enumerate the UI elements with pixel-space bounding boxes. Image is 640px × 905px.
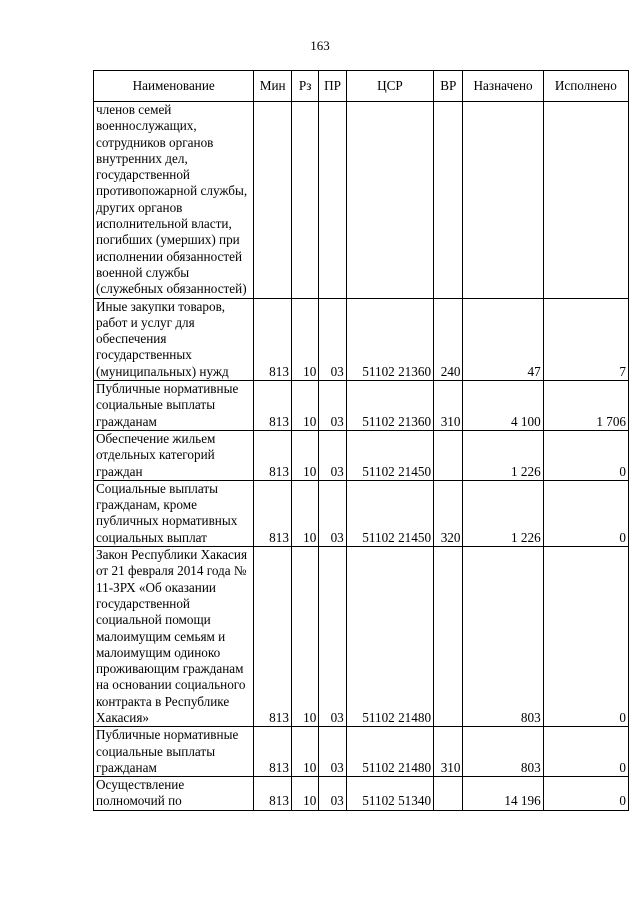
header-rz: Рз (291, 71, 318, 102)
row-min: 813 (254, 480, 292, 546)
table-row (94, 727, 629, 777)
row-assigned (463, 102, 543, 299)
table-row (94, 102, 629, 299)
row-vr (434, 547, 463, 727)
row-pr: 03 (319, 480, 346, 546)
row-name: Иные закупки товаров, работ и услуг для обеспечения государственных (муниципальных) нужд (94, 298, 254, 380)
row-min: 813 (254, 777, 292, 811)
row-rz (291, 102, 318, 299)
row-executed: 1 706 (543, 381, 628, 431)
row-name: Публичные нормативные социальные выплаты гражданам (94, 727, 254, 777)
row-assigned: 1 226 (463, 430, 543, 480)
row-executed: 0 (543, 547, 628, 727)
row-vr (434, 102, 463, 299)
row-vr: 320 (434, 480, 463, 546)
header-min: Мин (254, 71, 292, 102)
row-vr: 310 (434, 727, 463, 777)
header-pr: ПР (319, 71, 346, 102)
row-min (254, 102, 292, 299)
row-name: Социальные выплаты гражданам, кроме публичных нормативных социальных выплат (94, 480, 254, 546)
row-vr: 310 (434, 381, 463, 431)
row-pr: 03 (319, 298, 346, 380)
row-rz: 10 (291, 547, 318, 727)
row-executed: 0 (543, 727, 628, 777)
row-csr: 51102 21480 (346, 727, 433, 777)
table-row (94, 430, 629, 480)
row-assigned: 803 (463, 547, 543, 727)
row-pr (319, 102, 346, 299)
row-csr: 51102 21450 (346, 430, 433, 480)
row-name: Публичные нормативные социальные выплаты гражданам (94, 381, 254, 431)
row-rz: 10 (291, 430, 318, 480)
row-executed: 7 (543, 298, 628, 380)
row-rz: 10 (291, 777, 318, 811)
row-csr: 51102 21450 (346, 480, 433, 546)
header-assigned: Назначено (463, 71, 543, 102)
table-row (94, 298, 629, 380)
budget-table (93, 70, 629, 811)
row-name: Обеспечение жильем отдельных категорий граждан (94, 430, 254, 480)
row-executed: 0 (543, 480, 628, 546)
row-pr: 03 (319, 727, 346, 777)
row-assigned: 14 196 (463, 777, 543, 811)
row-min: 813 (254, 430, 292, 480)
table-row (94, 777, 629, 811)
table-row (94, 381, 629, 431)
row-pr: 03 (319, 430, 346, 480)
row-executed: 0 (543, 777, 628, 811)
row-assigned: 47 (463, 298, 543, 380)
page-number: 163 (310, 38, 330, 53)
row-vr (434, 430, 463, 480)
row-name: Закон Республики Хакасия от 21 февраля 2014 года № 11-ЗРХ «Об оказании государственной социальной помощи малоимущим семьям и малоимущим одиноко проживающим гражданам на основании социального контракта в Республике Хакасия» (94, 547, 254, 727)
row-rz: 10 (291, 381, 318, 431)
row-rz: 10 (291, 727, 318, 777)
row-pr: 03 (319, 381, 346, 431)
header-csr: ЦСР (346, 71, 433, 102)
header-row (94, 71, 629, 102)
row-min: 813 (254, 298, 292, 380)
row-min: 813 (254, 381, 292, 431)
row-vr: 240 (434, 298, 463, 380)
row-rz: 10 (291, 480, 318, 546)
row-assigned: 803 (463, 727, 543, 777)
row-vr (434, 777, 463, 811)
row-pr: 03 (319, 547, 346, 727)
row-csr: 51102 51340 (346, 777, 433, 811)
row-csr (346, 102, 433, 299)
row-min: 813 (254, 547, 292, 727)
row-executed: 0 (543, 430, 628, 480)
row-min: 813 (254, 727, 292, 777)
row-pr: 03 (319, 777, 346, 811)
row-assigned: 4 100 (463, 381, 543, 431)
row-name: Осуществление полномочий по (94, 777, 254, 811)
table-row (94, 480, 629, 546)
header-vr: ВР (434, 71, 463, 102)
header-executed: Исполнено (543, 71, 628, 102)
table-row (94, 547, 629, 727)
row-assigned: 1 226 (463, 480, 543, 546)
row-rz: 10 (291, 298, 318, 380)
row-csr: 51102 21360 (346, 381, 433, 431)
header-name: Наименование (94, 71, 254, 102)
row-csr: 51102 21480 (346, 547, 433, 727)
row-csr: 51102 21360 (346, 298, 433, 380)
row-name: членов семей военнослужащих, сотрудников органов внутренних дел, государственной противопожарной службы, других органов исполнительной власти, погибших (умерших) при исполнении обязанностей военной службы (служебных обязанностей) (94, 102, 254, 299)
row-executed (543, 102, 628, 299)
